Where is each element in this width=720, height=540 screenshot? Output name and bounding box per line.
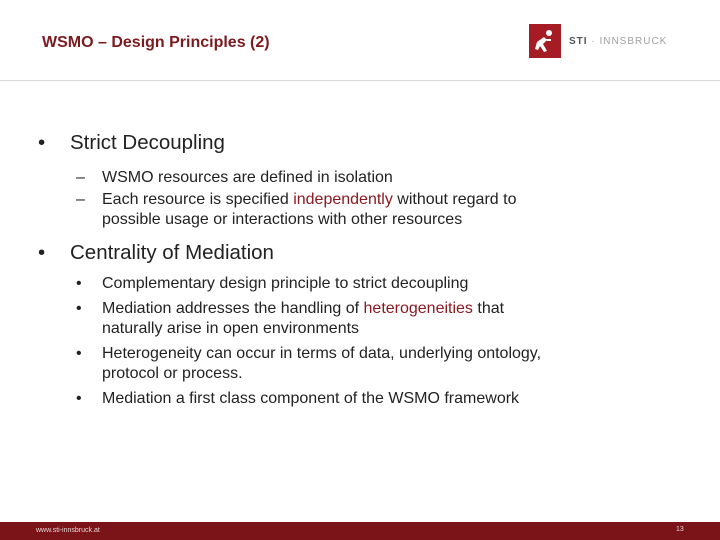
sub-item-text-pre: Each resource is specified: [102, 191, 294, 208]
footer-url[interactable]: www.sti-innsbruck.at: [36, 527, 100, 534]
bullet-marker: •: [76, 345, 82, 362]
logo-innsbruck: INNSBRUCK: [599, 35, 668, 47]
dash-marker: –: [76, 169, 85, 186]
sub-item-text: Complementary design principle to strict decoupling: [102, 275, 469, 292]
footer-bar: [0, 522, 720, 540]
bullet-marker: •: [38, 131, 46, 154]
sub-item: [38, 168, 678, 188]
sub-item-text-line2: naturally arise in open environments: [102, 320, 360, 337]
sub-item-text-line2: possible usage or interactions with other resources: [102, 211, 463, 228]
sti-person-logo-icon: [529, 24, 561, 58]
sub-item: [38, 389, 678, 409]
title-divider: [0, 80, 720, 81]
slide-content: [38, 130, 678, 409]
bullet-heading: Centrality of Mediation: [70, 241, 274, 264]
sub-item-text-post: that: [472, 300, 505, 317]
bullet-strict-decoupling: [38, 130, 678, 156]
bullet-marker: •: [76, 390, 82, 407]
sub-item-text-pre: Mediation addresses the handling of: [102, 300, 364, 317]
highlight-independently: independently: [293, 191, 393, 208]
bullet-heading: Strict Decoupling: [70, 131, 225, 154]
bullet-centrality-of-mediation: [38, 240, 678, 266]
logo-text: [569, 36, 667, 47]
sub-item-text: Mediation a first class component of the WSMO framework: [102, 390, 520, 407]
sub-item-text: WSMO resources are defined in isolation: [102, 169, 393, 186]
slide-title: WSMO – Design Principles (2): [42, 34, 270, 51]
page-number: 13: [676, 526, 684, 533]
bullet-marker: •: [38, 241, 46, 264]
sub-item: [38, 190, 678, 230]
dash-marker: –: [76, 191, 85, 208]
logo-separator: ·: [587, 35, 600, 47]
bullet-marker: •: [76, 275, 82, 292]
sub-item-text-line2: protocol or process.: [102, 365, 243, 382]
bullet-marker: •: [76, 300, 82, 317]
sub-item: [38, 274, 678, 294]
sub-item-text: Heterogeneity can occur in terms of data, underlying ontology,: [102, 345, 542, 362]
sub-item: [38, 344, 678, 384]
highlight-heterogeneities: heterogeneities: [363, 300, 473, 317]
sub-item-text-post: without regard to: [392, 191, 517, 208]
logo-sti: STI: [569, 35, 588, 47]
sub-item: [38, 299, 678, 339]
sti-logo: [529, 24, 667, 58]
